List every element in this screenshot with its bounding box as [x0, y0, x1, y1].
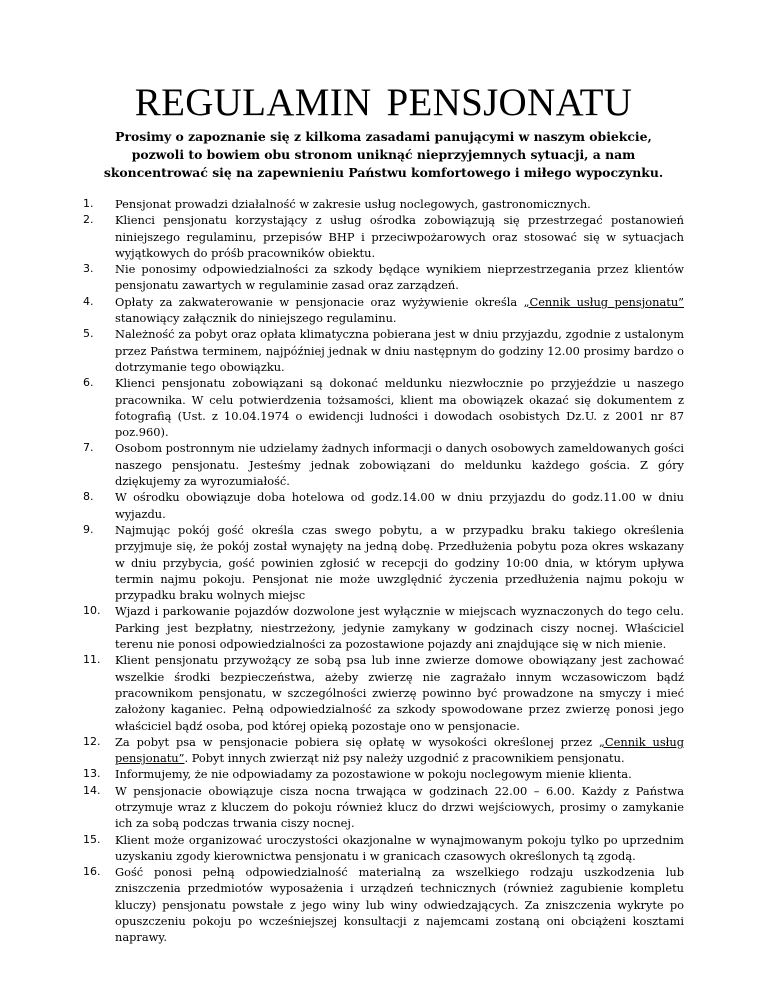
rule-number: 6. — [83, 376, 94, 390]
rule-item — [83, 603, 684, 652]
rule-item — [83, 261, 684, 294]
rule-number: 5. — [83, 327, 94, 341]
rule-item — [83, 294, 684, 327]
rule-text-before: Opłaty za zakwaterowanie w pensjonacie oraz wyżywienie określa — [115, 294, 524, 309]
rule-text: Osobom postronnym nie udzielamy żadnych informacji o danych osobowych zameldowanych gości naszego pensjonatu. Jesteśmy jednak zobowiązani do meldunku każdego gościa. Z góry dziękujemy za wyrozumiałość. — [115, 441, 684, 489]
rule-number: 4. — [83, 294, 94, 308]
rule-number: 2. — [83, 213, 94, 227]
rule-number: 10. — [83, 604, 101, 618]
rule-text: Wjazd i parkowanie pojazdów dozwolone jest wyłącznie w miejscach wyznaczonych do tego celu. Parking jest bezpłatny, niestrzeżony, jedynie zamykany w godzinach ciszy nocnej. Właściciel terenu nie ponosi odpowiedzialności za pozostawione pojazdy ani znajdujące się w nich mienie. — [115, 604, 684, 652]
rule-text: Informujemy, że nie odpowiadamy za pozostawione w pokoju noclegowym mienie klienta. — [115, 767, 632, 782]
rule-number: 3. — [83, 262, 94, 276]
rule-item — [83, 783, 684, 832]
rule-item — [83, 864, 684, 945]
rule-text: Klient pensjonatu przywożący ze sobą psa lub inne zwierze domowe obowiązany jest zachować wszelkie środki bezpieczeństwa, ażeby zwierzę nie zagrażało innym wczasowiczom bądź pracownikom pensjonatu, w szczególności zwierzę powinno być prowadzone na smyczy i mieć założony kaganiec. Pełną odpowiedzialność za szkody spowodowane przez zwierzę ponosi jego właściciel bądź osoba, pod której opieką pozostaje ono w pensjonacie. — [115, 653, 684, 733]
rule-text: Nie ponosimy odpowiedzialności za szkody będące wynikiem nieprzestrzegania przez klientów pensjonatu zawartych w regulaminie zasad oraz zarządzeń. — [115, 262, 684, 293]
rule-text: Należność za pobyt oraz opłata klimatyczna pobierana jest w dniu przyjazdu, zgodnie z ustalonym przez Państwa terminem, najpóźniej jednak w dniu następnym do godziny 12.00 prosimy bardzo o dotrzymanie tego obowiązku. — [115, 327, 684, 374]
rule-item — [83, 212, 684, 261]
rule-item — [83, 832, 684, 865]
rule-number: 11. — [83, 653, 101, 667]
rule-text: W ośrodku obowiązuje doba hotelowa od godz.14.00 w dniu przyjazdu do godz.11.00 w dniu wyjazdu. — [115, 490, 684, 521]
rule-text: Klient może organizować uroczystości okazjonalne w wynajmowanym pokoju tylko po uprzednim uzyskaniu zgody kierownictwa pensjonatu i w granicach czasowych określonych tą zgodą. — [115, 832, 684, 863]
rule-item — [83, 522, 684, 603]
rule-item — [83, 196, 684, 212]
rule-item — [83, 326, 684, 375]
rule-number: 15. — [83, 832, 101, 846]
rule-text: Gość ponosi pełną odpowiedzialność materialną za wszelkiego rodzaju uszkodzenia lub zniszczenia przedmiotów wyposażenia i urządzeń technicznych (również zagubienie kompletu kluczy) pensjonatu powstałe z jego winy lub winy odwiedzających. Za zniszczenia wykryte po opuszczeniu pokoju po wcześniejszej konsultacji z najemcami zostaną oni obciążeni kosztami naprawy. — [115, 865, 684, 945]
rule-item — [83, 652, 684, 733]
rule-number: 1. — [83, 197, 94, 210]
rule-item — [83, 489, 684, 522]
document-intro: Prosimy o zapoznanie się z kilkoma zasadami panującymi w naszym obiekcie, pozwoli to bowiem obu stronom uniknąć nieprzyjemnych sytuacji, a nam skoncentrować się na zapewnieniu Państwu komfortowego i miłego wypoczynku. — [103, 129, 664, 180]
rule-number: 9. — [83, 522, 94, 536]
rule-text-after: . Pobyt innych zwierząt niż psy należy uzgodnić z pracownikiem pensjonatu. — [184, 751, 625, 766]
price-list-reference: „Cennik usług pensjonatu” — [523, 294, 684, 309]
rule-text: Klienci pensjonatu korzystający z usług ośrodka zobowiązują się przestrzegać postanowień niniejszego regulaminu, przepisów BHP i przeciwpożarowych oraz stosować się w sytuacjach wyjątkowych do próśb pracowników obiektu. — [115, 213, 684, 260]
price-list-reference: „Cennik usług pensjonatu” — [115, 734, 684, 766]
rule-number: 14. — [83, 783, 101, 797]
rule-text: W pensjonacie obowiązuje cisza nocna trwająca w godzinach 22.00 – 6.00. Każdy z Państwa otrzymuje wraz z kluczem do pokoju również klucz do drzwi wejściowych, prosimy o zamykanie ich za sobą podczas trwania ciszy nocnej. — [115, 783, 684, 831]
rule-number: 12. — [83, 734, 101, 748]
rule-number: 16. — [83, 865, 101, 879]
rule-text — [115, 734, 684, 767]
rule-item — [83, 766, 684, 782]
rule-text — [115, 294, 684, 327]
rule-item — [83, 440, 684, 489]
rule-number: 13. — [83, 767, 101, 781]
rule-number: 8. — [83, 490, 94, 504]
document-title: REGULAMIN PENSJONATU — [134, 81, 633, 124]
rule-text: Pensjonat prowadzi działalność w zakresie usług noclegowych, gastronomicznych. — [115, 197, 591, 211]
rule-text-before: Za pobyt psa w pensjonacie pobiera się opłatę w wysokości określonej przez — [115, 734, 600, 749]
rule-text: Najmując pokój gość określa czas swego pobytu, a w przypadku braku takiego określenia przyjmuje się, że pokój został wynajęty na jedną dobę. Przedłużenia pobytu poza okres wskazany w dniu przybycia, gość powinien zgłosić w recepcji do godziny 10:00 dnia, w którym upływa termin najmu pokoju. Pensjonat nie może uwzględnić życzenia przedłużenia najmu pokoju w przypadku braku wolnych miejsc — [115, 522, 684, 603]
rule-item — [83, 734, 684, 767]
rule-item — [83, 375, 684, 440]
rule-number: 7. — [83, 441, 94, 455]
rules-list — [83, 196, 684, 946]
rule-text-after: stanowiący załącznik do niniejszego regulaminu. — [115, 311, 397, 326]
rule-text: Klienci pensjonatu zobowiązani są dokonać meldunku niezwłocznie po przyjeździe u naszego pracownika. W celu potwierdzenia tożsamości, klient ma obowiązek okazać się dokumentem z fotografią (Ust. z 10.04.1974 o ewidencji ludności i dowodach osobistych Dz.U. z 2001 nr 87 poz.960). — [115, 376, 684, 440]
